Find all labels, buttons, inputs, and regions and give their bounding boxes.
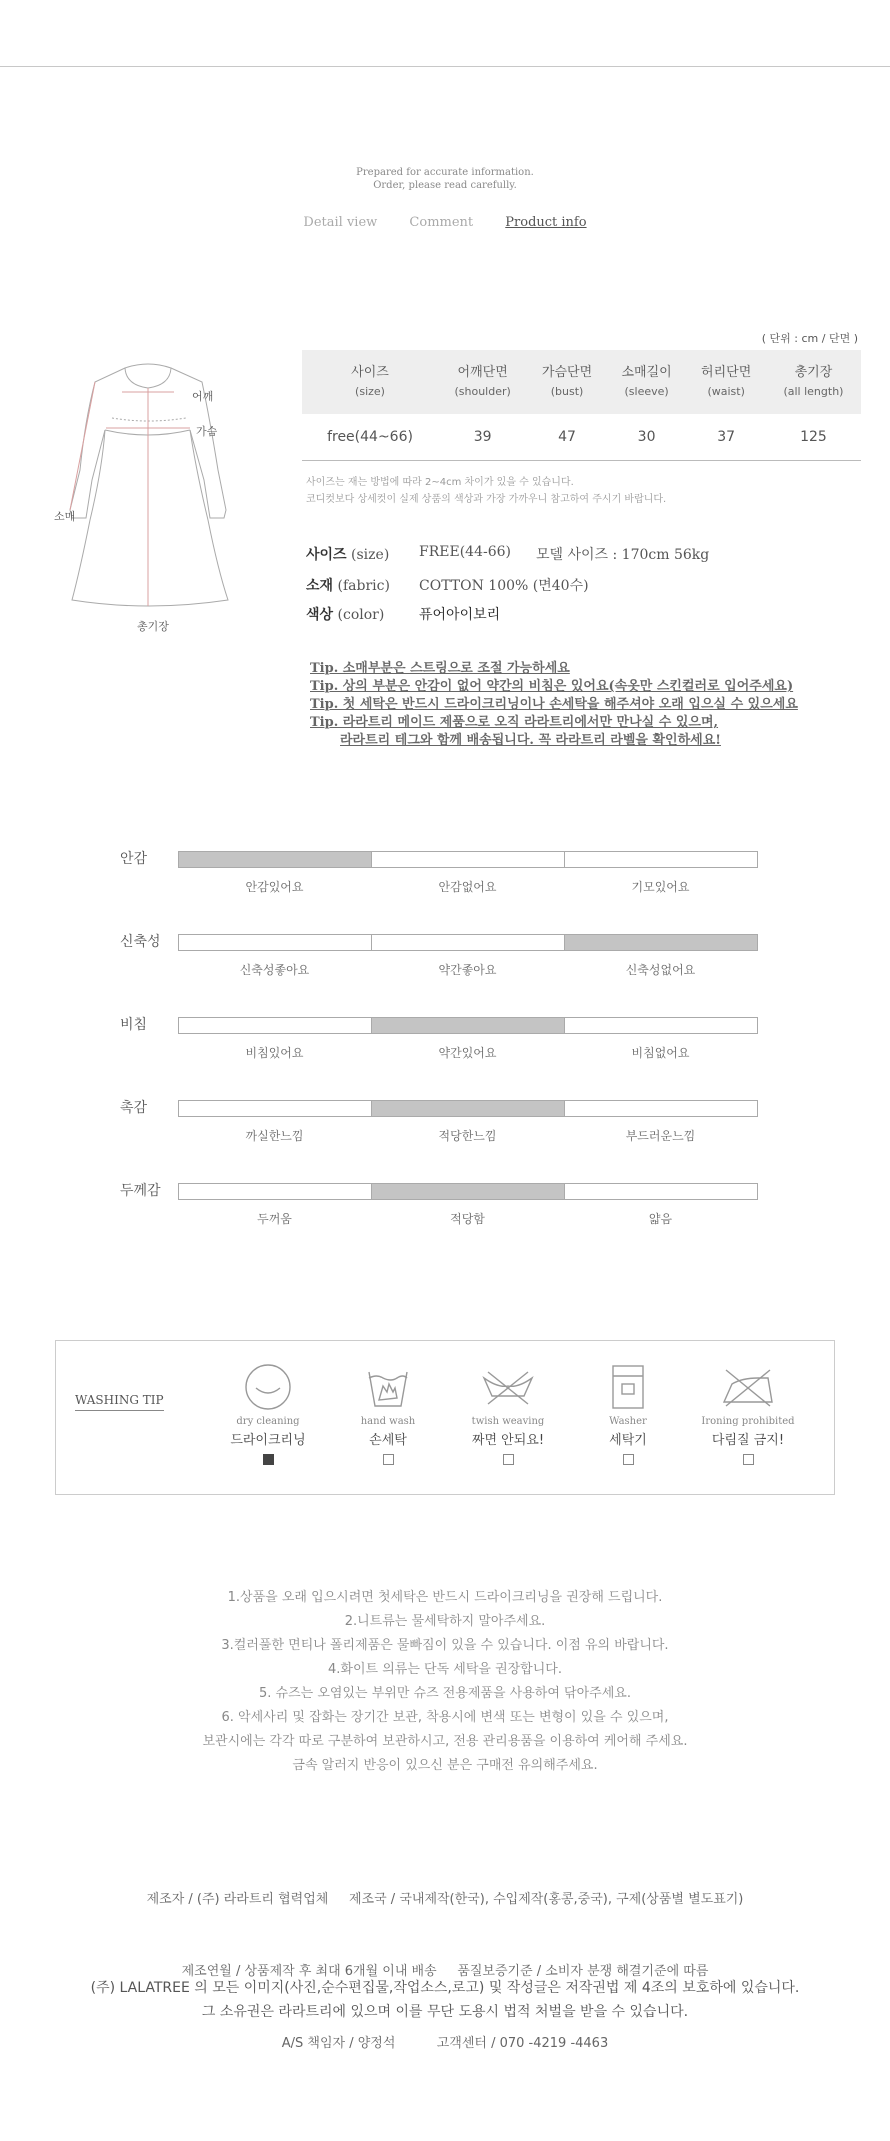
- meter-segment: [179, 1184, 372, 1199]
- meter-option: 얇음: [648, 1212, 673, 1226]
- meter-segment: [372, 852, 565, 867]
- wash-item-no-ironing: Ironing prohibited 다림질 금지!: [693, 1362, 803, 1465]
- meter-segment: [179, 935, 372, 950]
- unit-note: ( 단위 : cm / 단면 ): [761, 332, 858, 345]
- meter-label: 안감: [120, 851, 148, 867]
- meter-option: 신축성없어요: [625, 963, 696, 977]
- tip-item: Tip. 첫 세탁은 반드시 드라이크리닝이나 손세탁을 해주셔야 오래 입으실 수 있으세요: [310, 697, 798, 712]
- meter-option: 비침있어요: [245, 1046, 304, 1060]
- checkbox: [503, 1454, 514, 1465]
- diagram-sleeve-label: 소매: [54, 510, 76, 523]
- tab-comment[interactable]: Comment: [409, 215, 474, 230]
- header-size: 사이즈 (size): [302, 350, 438, 414]
- header-length: 총기장 (all length): [766, 350, 861, 414]
- meter-segment: [565, 1101, 757, 1116]
- size-caution: 사이즈는 재는 방법에 따라 2~4cm 차이가 있을 수 있습니다. 코디컷보다 상세컷이 실제 상품의 색상과 가장 가까우니 참고하여 주시기 바랍니다.: [306, 477, 667, 505]
- meter-segment: [372, 935, 565, 950]
- tab-bar: [0, 215, 890, 230]
- spec-color: 색상 (color) 퓨어아이보리: [306, 607, 501, 623]
- tab-detail-view[interactable]: Detail view: [303, 215, 378, 230]
- meter-segment: [179, 852, 372, 867]
- diagram-chest-label: 가슴: [196, 425, 218, 438]
- meter-option: 적당한느낌: [438, 1129, 497, 1143]
- meter-bar: [178, 851, 758, 868]
- meter-option: 두꺼움: [257, 1212, 292, 1226]
- notice-line-2: Order, please read carefully.: [373, 180, 517, 191]
- meter-bar: [178, 934, 758, 951]
- tips-list: [310, 660, 798, 750]
- meter-label: 비침: [120, 1017, 148, 1033]
- meter-label: 두께감: [120, 1183, 161, 1199]
- meter-segment: [565, 935, 757, 950]
- checkbox: [743, 1454, 754, 1465]
- header-bust: 가슴단면 (bust): [527, 350, 607, 414]
- care-notes: 1.상품을 오래 입으시려면 첫세탁은 반드시 드라이크리닝을 권장해 드립니다. 2.니트류는 물세탁하지 말아주세요. 3.컬러풀한 면티나 폴리제품은 물빠짐이 있을 수 있습니다. 이점 유의 바랍니다. 4.화이트 의류는 단독 세탁을 권장합니다. 5. 슈즈는 오염있는 부위만 슈즈 전용제품을 사용하여 닦아주세요. 6. 악세사리 및 잡화는 장기간 보관, 착용시에 변색 또는 변형이 있을 수 있으며, 보관시에는 각각 따로 구분하여 보관하시고, 전용 관리용품을 이용하여 케어해 주세요. 금속 알러지 반응이 있으신 분은 구매전 유의해주세요.: [202, 1590, 688, 1773]
- meter-option: 약간좋아요: [438, 963, 497, 977]
- meter-label: 신축성: [120, 934, 161, 950]
- wash-item-washer: Washer 세탁기: [573, 1362, 683, 1465]
- tip-item: 라라트리 테그와 함께 배송됩니다. 꼭 라라트리 라벨을 확인하세요!: [340, 733, 721, 748]
- meter-option: 안감없어요: [438, 880, 497, 894]
- maker-info: 제조자 / (주) 라라트리 협력업체 제조국 / 국내제작(한국), 수입제작(홍콩,중국), 구제(상품별 별도표기) 제조연월 / 상품제작 후 최대 6개월 이내 배송 품질보증기준 / 소비자 분쟁 해결기준에 따름 A/S 책임자 / 양정석 고객센터 / 070 -4219 -4463: [146, 1892, 744, 2051]
- cell-size: free(44~66): [302, 414, 438, 460]
- meter-bar: [178, 1017, 758, 1034]
- hand-wash-icon: [363, 1362, 413, 1412]
- header-shoulder: 어깨단면 (shoulder): [438, 350, 527, 414]
- cell-length: 125: [766, 414, 861, 460]
- model-size: 모델 사이즈 : 170cm 56kg: [536, 547, 710, 563]
- dress-diagram: [50, 360, 280, 630]
- washer-icon: [603, 1362, 653, 1412]
- meter-option: 비침없어요: [631, 1046, 690, 1060]
- cell-shoulder: 39: [438, 414, 527, 460]
- meter-option: 기모있어요: [631, 880, 690, 894]
- tip-item: Tip. 상의 부분은 안감이 없어 약간의 비침은 있어요(속옷만 스킨컬러로 입어주세요): [310, 679, 794, 694]
- wash-item-hand-wash: hand wash 손세탁: [333, 1362, 443, 1465]
- copyright: (주) LALATREE 의 모든 이미지(사진,순수편집물,작업소스,로고) 및 작성글은 저작권법 제 4조의 보호하에 있습니다. 그 소유권은 라라트리에 있으며 이를 무단 도용시 법적 처벌을 받을 수 있습니다.: [90, 1980, 800, 2020]
- wash-item-dry-cleaning: dry cleaning 드라이크리닝: [213, 1362, 323, 1465]
- meter-option: 약간있어요: [438, 1046, 497, 1060]
- notice-line-1: Prepared for accurate information.: [356, 167, 534, 178]
- wash-item-twist: twish weaving 짜면 안되요!: [453, 1362, 563, 1465]
- tip-item: Tip. 라라트리 메이드 제품으로 오직 라라트리에서만 만나실 수 있으며,: [310, 715, 719, 730]
- dry-cleaning-icon: [243, 1362, 293, 1412]
- cell-bust: 47: [527, 414, 607, 460]
- meter-option: 안감있어요: [245, 880, 304, 894]
- meter-segment: [372, 1101, 565, 1116]
- cell-waist: 37: [686, 414, 766, 460]
- meter-option: 부드러운느낌: [625, 1129, 696, 1143]
- meter-segment: [372, 1184, 565, 1199]
- meter-segment: [565, 1184, 757, 1199]
- diagram-length-label: 총기장: [137, 620, 169, 633]
- twist-weaving-icon: [478, 1362, 538, 1412]
- meter-label: 촉감: [120, 1100, 148, 1116]
- washing-tip-title: WASHING TIP: [75, 1393, 164, 1411]
- meter-option: 신축성좋아요: [239, 963, 310, 977]
- meter-option: 적당함: [450, 1212, 485, 1226]
- size-table: [302, 350, 861, 461]
- checkbox: [623, 1454, 634, 1465]
- meter-option: 까실한느낌: [245, 1129, 304, 1143]
- checkbox: [263, 1454, 274, 1465]
- spec-size: 사이즈 (size) FREE(44-66) 모델 사이즈 : 170cm 56kg: [306, 544, 710, 563]
- no-ironing-icon: [718, 1362, 778, 1412]
- meter-segment: [565, 852, 757, 867]
- size-table-header: [302, 350, 861, 414]
- table-row: [302, 414, 861, 460]
- meter-segment: [179, 1018, 372, 1033]
- cell-sleeve: 30: [607, 414, 687, 460]
- meter-segment: [372, 1018, 565, 1033]
- checkbox: [383, 1454, 394, 1465]
- tip-item: Tip. 소매부분은 스트링으로 조절 가능하세요: [310, 661, 570, 676]
- tab-product-info[interactable]: Product info: [505, 215, 587, 230]
- diagram-shoulder-label: 어깨: [192, 390, 214, 403]
- meter-bar: [178, 1100, 758, 1117]
- header-sleeve: 소매길이 (sleeve): [607, 350, 687, 414]
- spec-fabric: 소재 (fabric) COTTON 100% (면40수): [306, 578, 589, 594]
- header-waist: 허리단면 (waist): [686, 350, 766, 414]
- meter-segment: [565, 1018, 757, 1033]
- meter-bar: [178, 1183, 758, 1200]
- meter-segment: [179, 1101, 372, 1116]
- top-divider: [0, 66, 890, 67]
